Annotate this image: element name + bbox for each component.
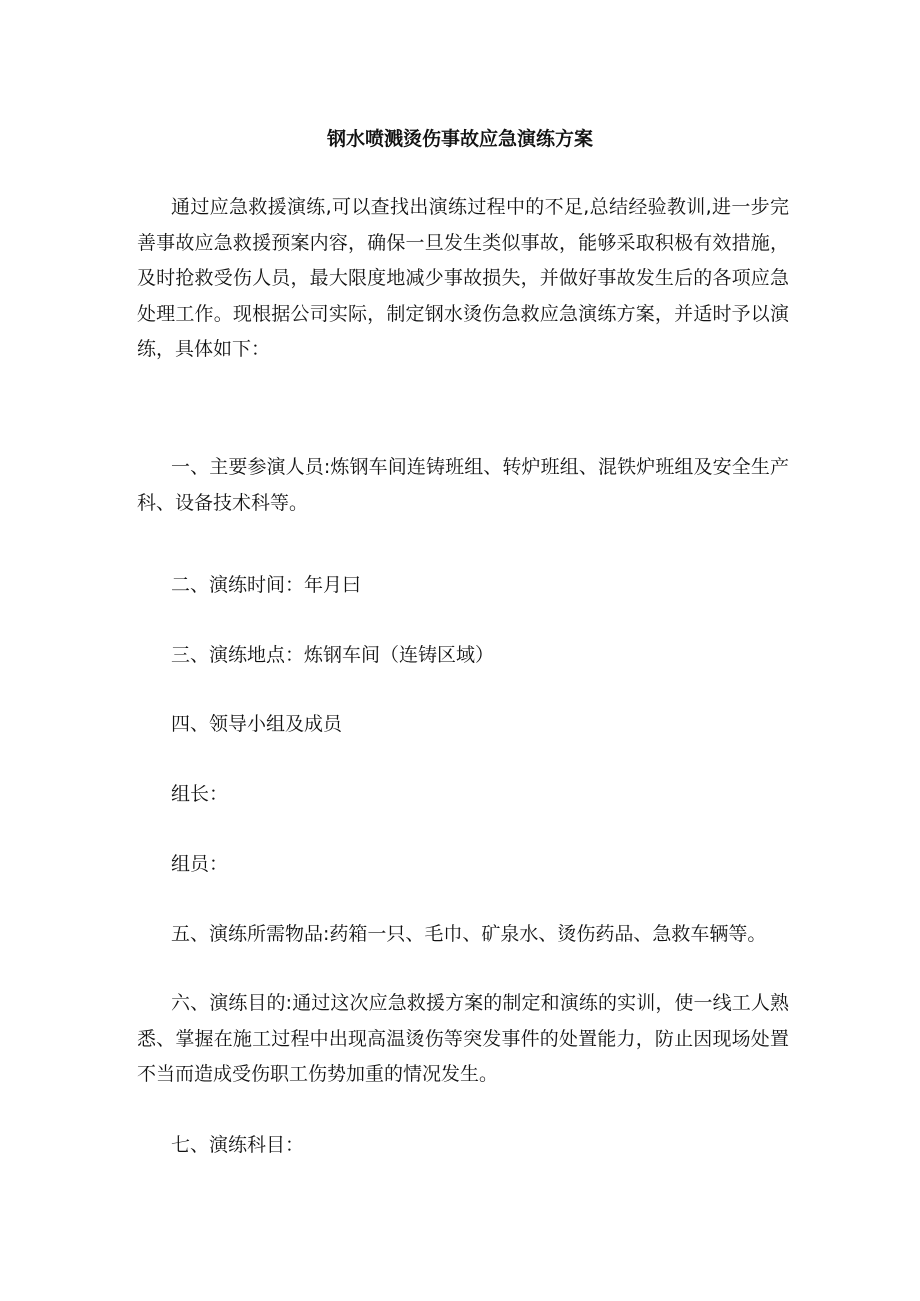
- section-subjects: 七、演练科目：: [171, 1134, 305, 1156]
- section-participants: 一、主要参演人员:炼钢车间连铸班组、转炉班组、混铁炉班组及安全生产科、设备技术科等。: [137, 456, 789, 514]
- section-location: 三、演练地点：炼钢车间（连铸区域）: [171, 644, 495, 666]
- section-materials: 五、演练所需物品:药箱一只、毛巾、矿泉水、烫伤药品、急救车辆等。: [171, 923, 767, 945]
- document-title: 钢水喷溅烫伤事故应急演练方案: [326, 128, 593, 150]
- section-time: 二、演练时间：年月曰: [171, 574, 362, 596]
- intro-paragraph: 通过应急救援演练,可以查找出演练过程中的不足,总结经验教训,进一步完善事故应急救援预案内容，确保一旦发生类似事故，能够采取积极有效措施，及时抢救受伤人员，最大限度地减少事故损失，并做好事故发生后的各项应急处理工作。现根据公司实际，制定钢水烫伤急救应急演练方案，并适时予以演练，具体如下：: [137, 196, 789, 360]
- team-leader-line: 组长：: [171, 783, 229, 805]
- section-purpose: 六、演练目的:通过这次应急救援方案的制定和演练的实训，使一线工人熟悉、掌握在施工过程中出现高温烫伤等突发事件的处置能力，防止因现场处置不当而造成受伤职工伤势加重的情况发生。: [137, 992, 789, 1085]
- section-leadership: 四、领导小组及成员: [171, 713, 343, 735]
- team-members-line: 组员：: [171, 853, 229, 875]
